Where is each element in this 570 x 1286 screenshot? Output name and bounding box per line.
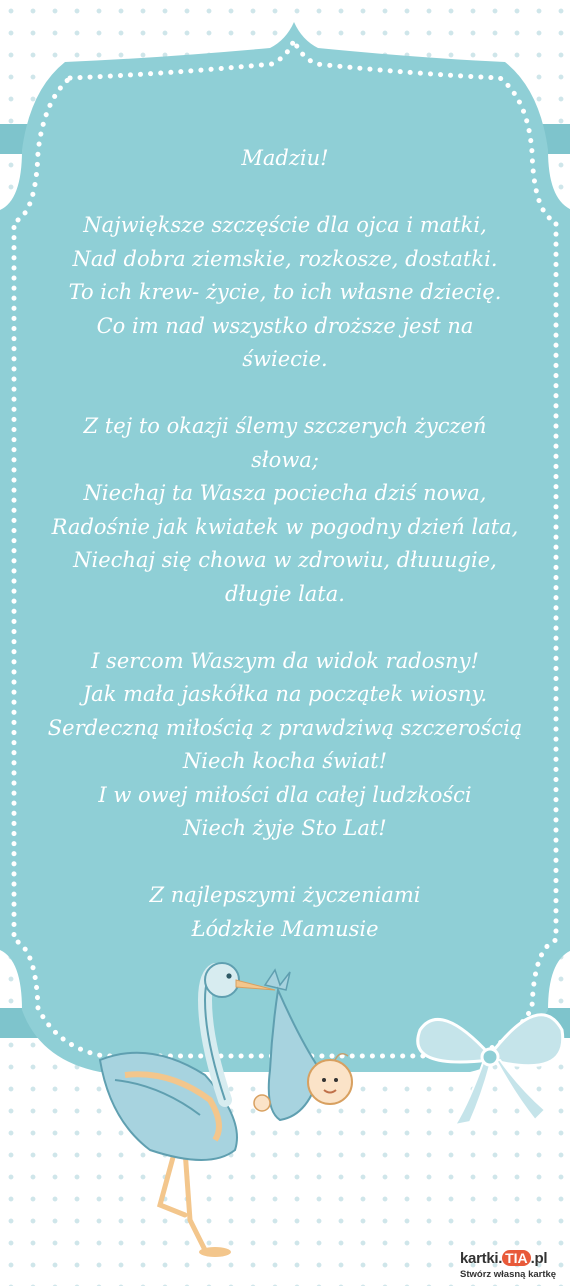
message-line: Największe szczęście dla ojca i matki,	[83, 213, 487, 237]
message-line: świecie.	[242, 347, 328, 371]
logo-brand-prefix: kartki.	[460, 1250, 503, 1267]
logo-slogan: Stwórz własną kartkę	[460, 1269, 557, 1280]
bow-icon	[418, 1015, 563, 1125]
message-line: słowa;	[251, 447, 319, 472]
kartki-tia-logo[interactable]	[460, 1250, 570, 1286]
message-line: I sercom Waszym da widok radosny!	[91, 648, 479, 673]
message-line: Radośnie jak kwiatek w pogodny dzień lata,	[51, 514, 519, 539]
stork-icon	[100, 963, 275, 1257]
logo-brand-suffix: .pl	[530, 1250, 548, 1267]
message-line: Łódzkie Mamusie	[191, 916, 379, 941]
message-line: Niech kocha świat!	[182, 749, 388, 773]
message-line: Niech żyje Sto Lat!	[183, 816, 387, 840]
baby-bundle-icon	[254, 970, 352, 1120]
message-line: Madziu!	[241, 146, 329, 170]
message-line: Z tej to okazji ślemy szczerych życzeń	[83, 414, 487, 438]
message-line: Serdeczną miłością z prawdziwą szczerością	[47, 715, 523, 740]
message-line: Niechaj ta Wasza pociecha dziś nowa,	[83, 481, 487, 505]
message-line: Co im nad wszystko droższe jest na	[96, 313, 474, 338]
logo-brand-tia: TIA	[502, 1250, 531, 1266]
message-line: To ich krew- życie, to ich własne dziecię.	[68, 280, 502, 304]
message-line: Z najlepszymi życzeniami	[149, 883, 421, 907]
message-line: długie lata.	[225, 581, 345, 606]
message-line: Jak mała jaskółka na początek wiosny.	[82, 682, 488, 706]
message-line: I w owej miłości dla całej ludzkości	[98, 782, 472, 807]
message-line: Niechaj się chowa w zdrowiu, dłuuugie,	[73, 548, 497, 572]
message-line: Nad dobra ziemskie, rozkosze, dostatki.	[72, 246, 498, 271]
